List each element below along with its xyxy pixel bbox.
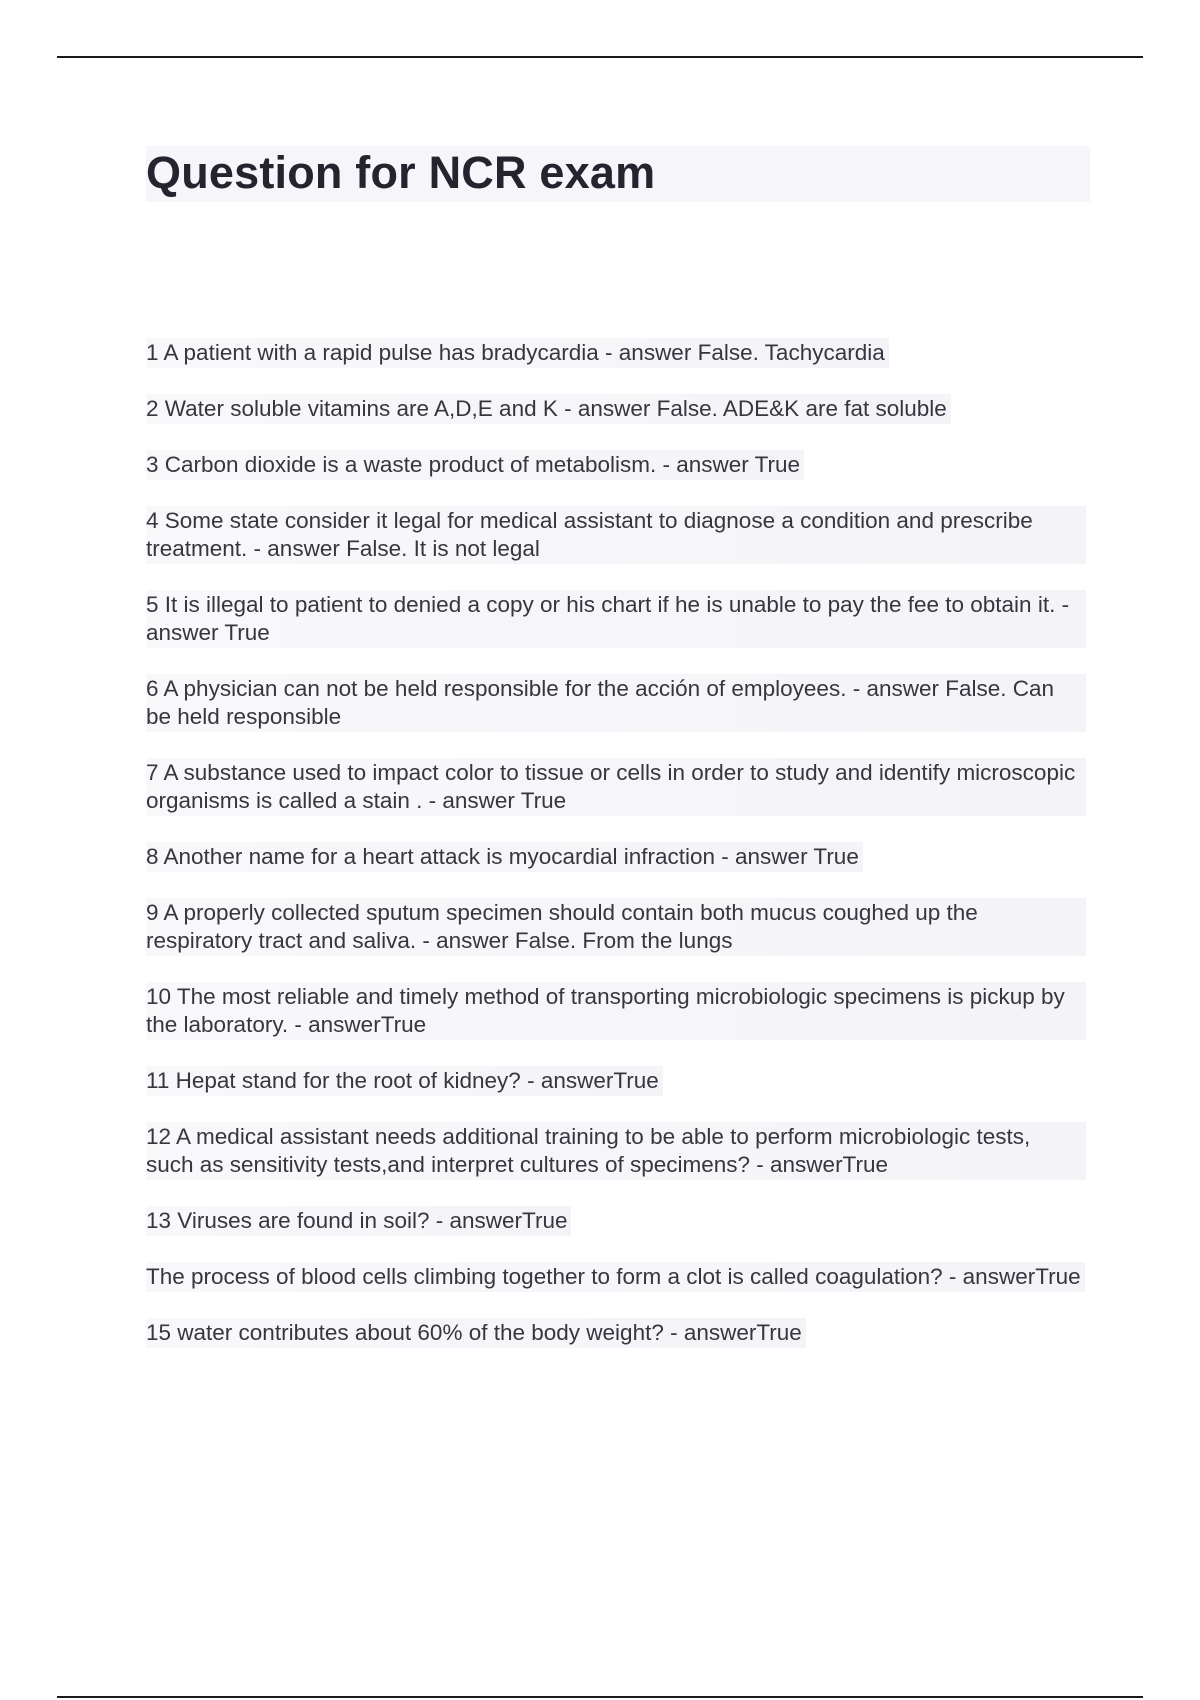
question-item-7: 7 A substance used to impact color to tissue or cells in order to study and identify microscopic organisms is called a stain . - answer True [146,758,1086,816]
question-item-4: 4 Some state consider it legal for medical assistant to diagnose a condition and prescribe treatment. - answer False. It is not legal [146,506,1086,564]
top-rule [57,56,1143,58]
question-item-11: 11 Hepat stand for the root of kidney? - answerTrue [146,1066,663,1096]
question-item-10: 10 The most reliable and timely method of transporting microbiologic specimens is pickup by the laboratory. - answerTrue [146,982,1086,1040]
title-block [146,146,1090,202]
question-item-15: 15 water contributes about 60% of the body weight? - answerTrue [146,1318,806,1348]
question-item-2: 2 Water soluble vitamins are A,D,E and K - answer False. ADE&K are fat soluble [146,394,951,424]
question-item-3: 3 Carbon dioxide is a waste product of metabolism. - answer True [146,450,804,480]
question-item-13: 13 Viruses are found in soil? - answerTrue [146,1206,571,1236]
bottom-rule [57,1696,1143,1698]
question-item-5: 5 It is illegal to patient to denied a copy or his chart if he is unable to pay the fee to obtain it. - answer True [146,590,1086,648]
question-item-1: 1 A patient with a rapid pulse has bradycardia - answer False. Tachycardia [146,338,889,368]
page-title: Question for NCR exam [146,147,656,198]
question-item-14: The process of blood cells climbing together to form a clot is called coagulation? - answerTrue [146,1262,1085,1292]
question-item-9: 9 A properly collected sputum specimen should contain both mucus coughed up the respiratory tract and saliva. - answer False. From the lungs [146,898,1086,956]
question-item-6: 6 A physician can not be held responsible for the acción of employees. - answer False. Can be held responsible [146,674,1086,732]
question-list [146,338,1086,1374]
question-item-8: 8 Another name for a heart attack is myocardial infraction - answer True [146,842,863,872]
question-item-12: 12 A medical assistant needs additional training to be able to perform microbiologic tests, such as sensitivity tests,and interpret cultures of specimens? - answerTrue [146,1122,1086,1180]
